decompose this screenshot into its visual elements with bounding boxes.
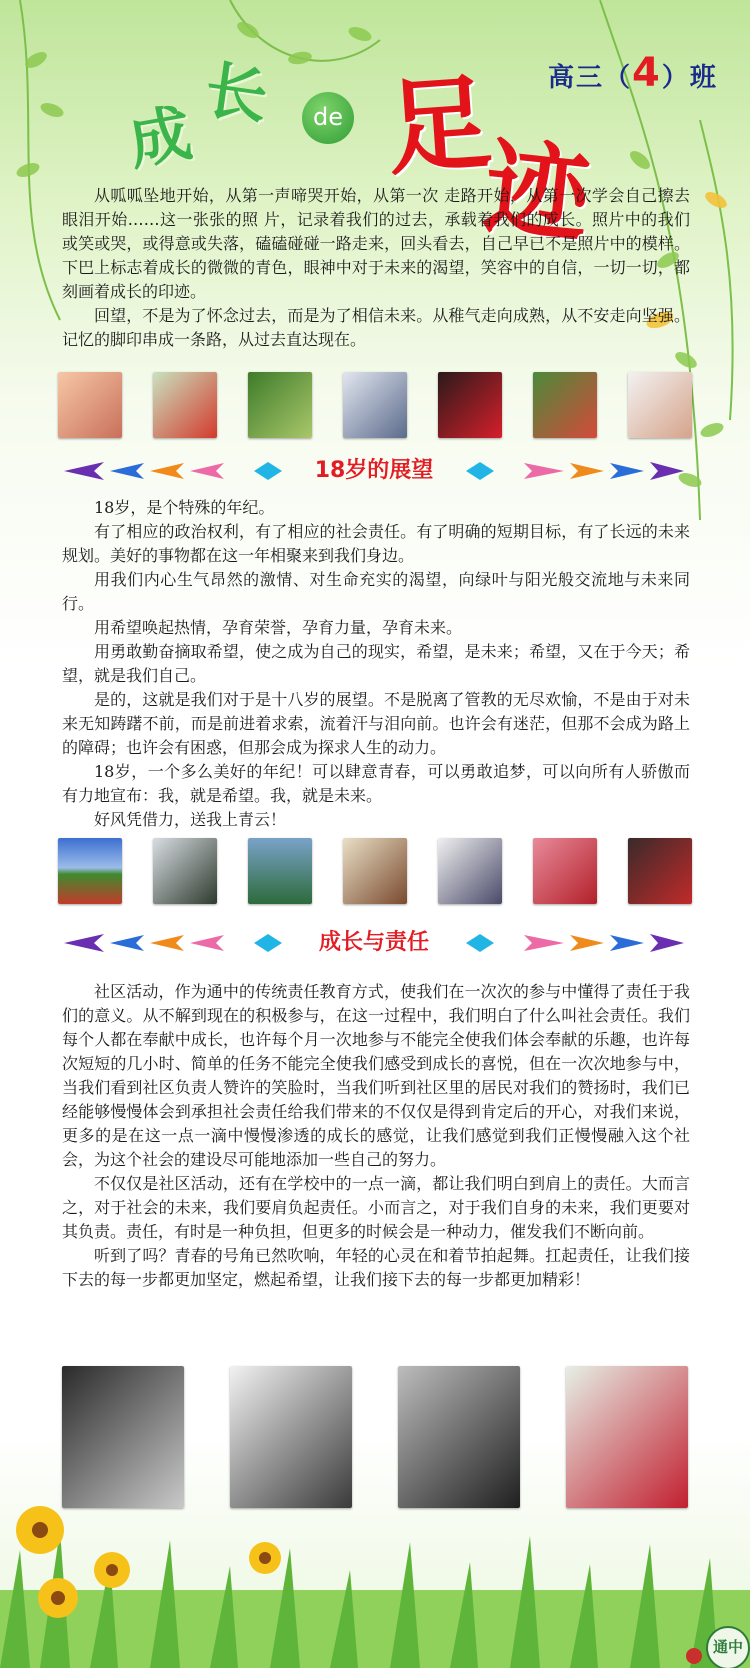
class-number: 4	[632, 50, 662, 96]
section-18-paragraph: 18岁，一个多么美好的年纪！可以肆意青春，可以勇敢追梦，可以向所有人骄傲而有力地宣布：我，就是希望。我，就是未来。	[62, 762, 690, 805]
section-header-18	[64, 456, 684, 486]
section-18-text	[62, 496, 690, 832]
title-char-ji: 迹	[478, 124, 596, 259]
section-responsibility-text	[62, 980, 690, 1292]
photo-crawling	[248, 372, 312, 438]
photo-child-red	[153, 372, 217, 438]
title-char-cheng: 成	[123, 96, 197, 179]
section-responsibility-paragraph: 不仅仅是社区活动，还有在学校中的一点一滴，都让我们明白到肩上的责任。大而言之，对于社会的未来，我们要肩负起责任。小而言之，对于我们自身的未来，我们更要对其负责。责任，有时是一种负担，但更多的时候会是一种动力，催发我们不断向前。	[62, 1174, 690, 1241]
photo-baby	[58, 372, 122, 438]
photo-balloons	[438, 372, 502, 438]
title-de-bubble: de	[302, 92, 354, 144]
section-18-paragraph: 有了相应的政治权利，有了相应的社会责任。有了明确的短期目标，有了长远的未来规划。美好的事物都在这一年相聚来到我们身边。	[62, 522, 690, 565]
intro-paragraph: 回望，不是为了怀念过去，而是为了相信未来。从稚气走向成熟，从不安走向坚强。记忆的脚印串成一条路，从过去直达现在。	[62, 306, 690, 349]
section-18-paragraph: 用勇敢勤奋摘取希望，使之成为自己的现实，希望，是未来；希望，又在于今天；希望，就是我们自己。	[62, 642, 690, 685]
photo-classroom	[438, 838, 502, 904]
arrow-decoration-right	[454, 932, 684, 954]
class-label	[548, 50, 718, 96]
photo-boy	[628, 372, 692, 438]
section-responsibility-paragraph: 听到了吗？青春的号角已然吹响，年轻的心灵在和着节拍起舞。扛起责任，让我们接下去的每一步都更加坚定，燃起希望，让我们接下去的每一步都更加精彩！	[62, 1246, 690, 1289]
section-18-paragraph: 用希望唤起热情，孕育荣誉，孕育力量，孕育未来。	[94, 618, 463, 637]
section-title-responsibility: 成长与责任	[318, 930, 429, 955]
arrow-decoration-left	[64, 932, 294, 954]
photo-swing	[343, 372, 407, 438]
section-responsibility-paragraph: 社区活动，作为通中的传统责任教育方式，使我们在一次次的参与中懂得了责任于我们的意义。从不解到现在的积极参与，在这一过程中，我们明白了什么叫社会责任。我们每个人都在奉献中成长，也许每个月一次地参与不能完全使我们体会奉献的乐趣，也许每次短短的几小时、简单的任务不能完全使我们感受到成长的喜悦，但在一次次地参与中，当我们看到社区负责人赞许的笑脸时，当我们听到社区里的居民对我们的赞扬时，我们已经能够慢慢体会到承担社会责任给我们带来的不仅仅是得到肯定后的开心，对我们来说，更多的是在这一点一滴中慢慢渗透的成长的感觉，让我们感觉到我们正慢慢融入这个社会，为这个社会的建设尽可能地添加一些自己的努力。	[62, 982, 690, 1169]
grass-decoration	[0, 1470, 750, 1668]
section-18-paragraph: 18岁，是个特殊的年纪。	[94, 498, 275, 517]
section-18-paragraph: 好风凭借力，送我上青云！	[94, 810, 287, 829]
intro-text	[62, 184, 690, 352]
photo-award	[628, 838, 692, 904]
class-label-prefix: 高三（	[548, 63, 633, 93]
photo-building	[248, 838, 312, 904]
section-18-paragraph: 用我们内心生气昂然的激情、对生命充实的渴望，向绿叶与阳光般交流地与未来同行。	[62, 570, 690, 613]
school-seal-icon	[706, 1626, 750, 1668]
class-label-suffix: ）班	[661, 63, 718, 93]
section-18-paragraph: 是的，这就是我们对于是十八岁的展望。不是脱离了管教的无尽欢愉，不是由于对未来无知踌躇不前，而是前进着求索，流着汗与泪向前。也许会有迷茫，但那不会成为路上的障碍；也许会有困惑，但那会成为探求人生的动力。	[62, 690, 690, 757]
photo-garden	[533, 372, 597, 438]
childhood-photo-row	[58, 372, 692, 438]
arrow-decoration-right	[454, 460, 684, 482]
photo-music	[343, 838, 407, 904]
photo-dance	[533, 838, 597, 904]
event-photo-row	[58, 838, 692, 904]
intro-paragraph: 从呱呱坠地开始，从第一声啼哭开始，从第一次 走路开始，从第一次学会自己擦去眼泪开始……这一张张的照 片，记录着我们的过去，承载着我们的成长。照片中的我们或笑或哭，或得意或失落，磕磕碰碰一路走来，回头看去，自己早已不是照片中的模样。下巴上标志着成长的微微的青色，眼神中对于未来的渴望，笑容中的自信，一切一切，都刻画着成长的印迹。	[62, 186, 690, 301]
section-title-18: 18岁的展望	[314, 458, 434, 483]
seal-text: 通中	[712, 1638, 743, 1656]
arrow-decoration-left	[64, 460, 294, 482]
title-char-zhang: 长	[200, 52, 273, 134]
title-char-zu: 足	[382, 60, 495, 191]
section-header-responsibility	[64, 928, 684, 958]
photo-field	[58, 838, 122, 904]
photo-certificate	[153, 838, 217, 904]
